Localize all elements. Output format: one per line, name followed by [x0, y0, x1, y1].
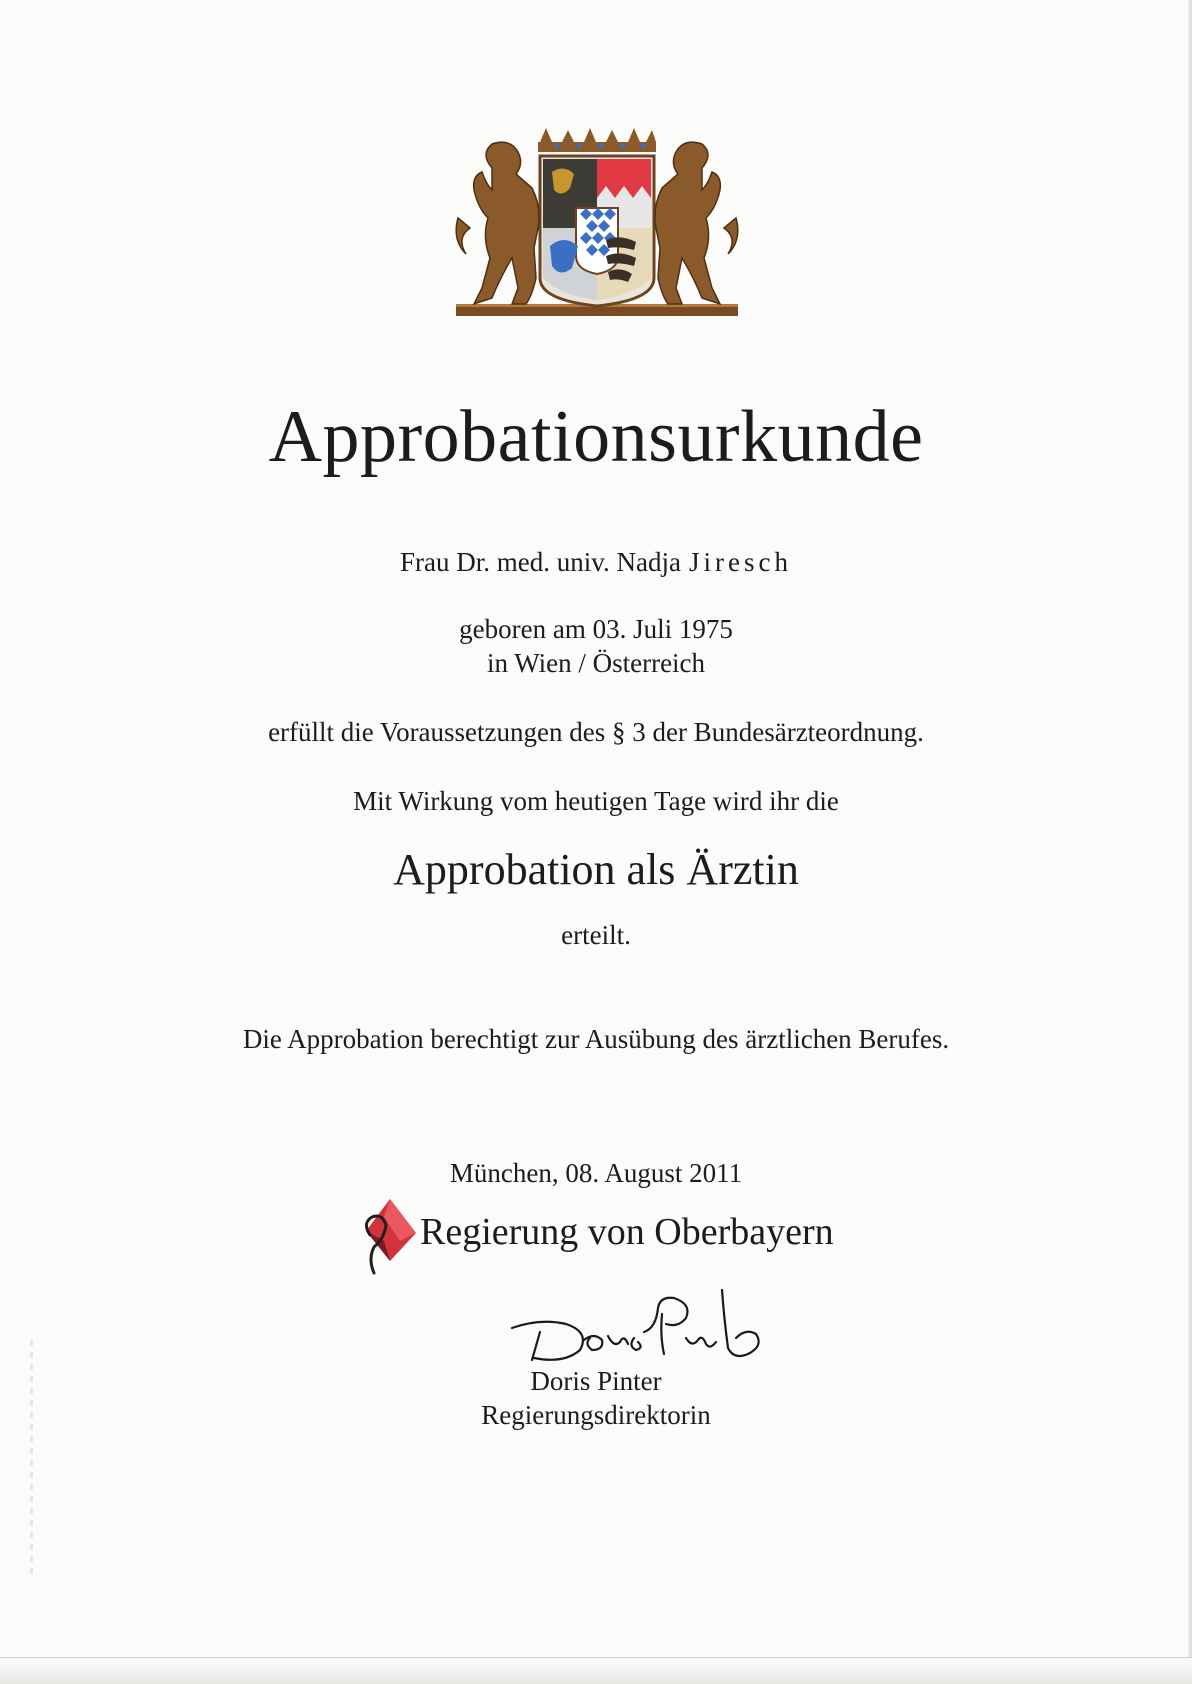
authority-block [360, 1195, 880, 1275]
grant-heading: Approbation als Ärztin [393, 845, 799, 894]
scan-edge-right [1188, 0, 1192, 1684]
granted-word: erteilt. [561, 920, 631, 950]
bavarian-coat-of-arms-icon [452, 128, 742, 320]
birth-place-line: in Wien / Österreich [486, 648, 706, 678]
recipient-prefix: Frau Dr. med. univ. Nadja [400, 547, 681, 577]
recipient-name [0, 545, 1192, 579]
scan-edge-bottom [0, 1657, 1192, 1684]
recipient-surname: Jiresch [688, 547, 792, 577]
birth-date-line: geboren am 03. Juli 1975 [459, 614, 733, 644]
authority-name: Regierung von Oberbayern [420, 1211, 834, 1253]
effect-line: Mit Wirkung vom heutigen Tage wird ihr die [353, 786, 839, 816]
place-date: München, 08. August 2011 [449, 1158, 743, 1188]
scan-margin-mark [30, 1340, 33, 1580]
condition-line: erfüllt die Voraussetzungen des § 3 der Bundesärzteordnung. [268, 717, 924, 747]
document-title: Approbationsurkunde [268, 396, 924, 478]
signer-name: Doris Pinter [530, 1366, 662, 1396]
regierung-logo-icon [360, 1195, 422, 1277]
signer-title: Regierungsdirektorin [481, 1400, 711, 1430]
rights-line: Die Approbation berechtigt zur Ausübung des ärztlichen Berufes. [242, 1024, 950, 1054]
